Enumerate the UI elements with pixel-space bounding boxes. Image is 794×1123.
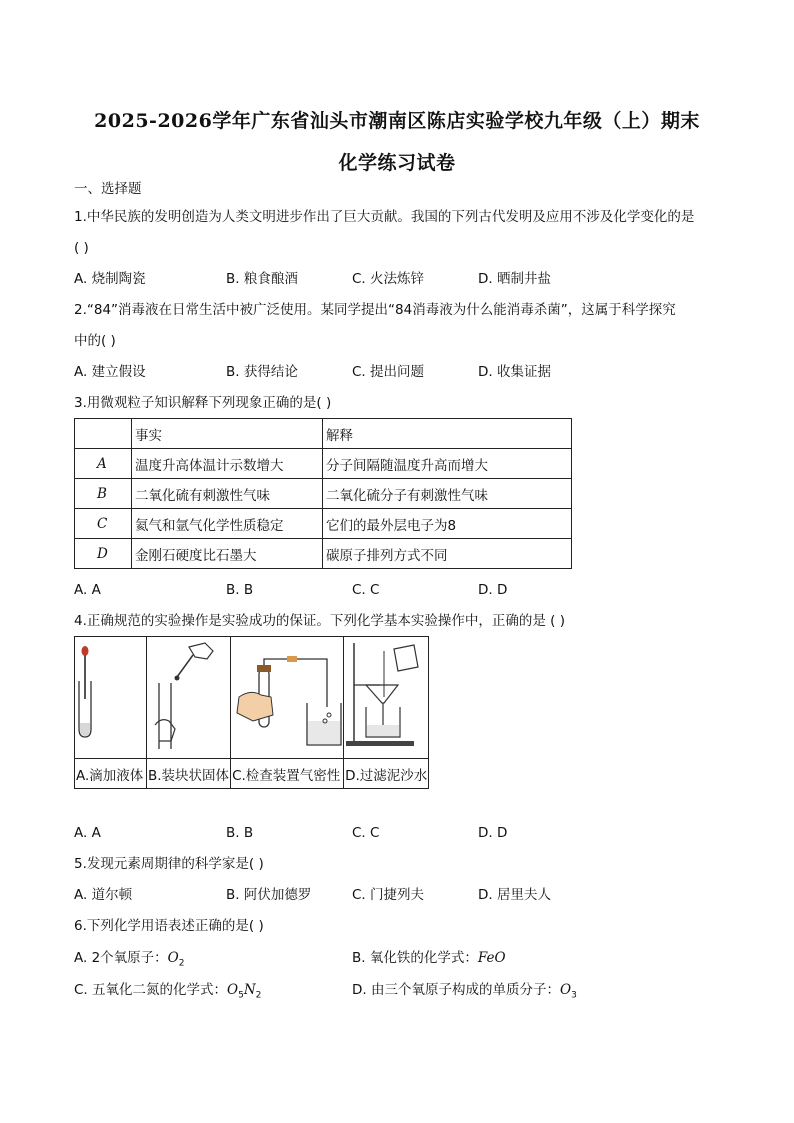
q6-option-d-sub: 3 [571, 990, 577, 1001]
q2-option-c[interactable]: C. 提出问题 [352, 364, 425, 380]
q3-table [74, 418, 572, 569]
q4-option-c[interactable]: C. C [352, 825, 380, 841]
q2-stem-line1: 2.“84”消毒液在日常生活中被广泛使用。某同学提出“84消毒液为什么能消毒杀菌”，这属于科学探究 [74, 302, 676, 318]
table-cell: 二氧化硫有刺激性气味 [132, 479, 323, 509]
q2-option-d[interactable]: D. 收集证据 [478, 364, 551, 380]
table-cell-label: B [75, 479, 132, 509]
q3-option-c[interactable]: C. C [352, 582, 380, 598]
q6-option-a-sub: 2 [178, 958, 185, 969]
q6-option-b[interactable] [352, 948, 506, 968]
exam-title-line1: 2025-2026学年广东省汕头市潮南区陈店实验学校九年级（上）期末 [94, 110, 700, 132]
figure-dropper [75, 637, 147, 759]
table-cell: 分子间隔随温度升高而增大 [323, 449, 572, 479]
q4-option-b[interactable]: B. B [226, 825, 254, 841]
section-label: 一、选择题 [74, 181, 142, 197]
q6-option-d[interactable] [352, 980, 577, 1006]
q6-option-a-label: A. 2个氧原子： [74, 950, 168, 966]
q2-option-a[interactable]: A. 建立假设 [74, 364, 146, 380]
figure-label-b: B.装块状固体 [147, 759, 231, 789]
table-row [75, 449, 572, 479]
q5-option-a[interactable]: A. 道尔顿 [74, 887, 133, 903]
figure-airtightness [231, 637, 344, 759]
q6-option-c-sub2: 2 [255, 990, 262, 1001]
q4-stem: 4.正确规范的实验操作是实验成功的保证。下列化学基本实验操作中，正确的是 ( ) [74, 613, 565, 629]
table-cell-label: A [75, 449, 132, 479]
filtration-apparatus-icon [344, 637, 428, 754]
q1-option-a[interactable]: A. 烧制陶瓷 [74, 271, 146, 287]
q2-stem-line2: 中的( ) [74, 333, 116, 349]
q6-option-c-label: C. 五氧化二氮的化学式： [74, 982, 228, 998]
q4-option-a[interactable]: A. A [74, 825, 101, 841]
table-header-cell: 解释 [323, 419, 572, 449]
q6-option-a-formula: O [167, 950, 179, 966]
dropper-test-tube-icon [75, 637, 146, 754]
q3-option-a[interactable] [74, 580, 101, 600]
q6-option-c-formula: O [227, 982, 239, 998]
table-header-row [75, 419, 572, 449]
exam-title-line2: 化学练习试卷 [338, 152, 456, 174]
table-cell: 它们的最外层电子为8 [323, 509, 572, 539]
q6-option-d-label: D. 由三个氧原子构成的单质分子： [352, 982, 560, 998]
figure-tweezers [147, 637, 231, 759]
q1-option-c[interactable]: C. 火法炼锌 [352, 271, 425, 287]
airtightness-apparatus-icon [231, 637, 343, 754]
table-cell: 碳原子排列方式不同 [323, 539, 572, 569]
q1-stem-line1: 1.中华民族的发明创造为人类文明进步作出了巨大贡献。我国的下列古代发明及应用不涉及化学变化的是 [74, 209, 695, 225]
q1-option-d[interactable]: D. 晒制井盐 [478, 271, 551, 287]
table-row [75, 509, 572, 539]
q5-option-b[interactable]: B. 阿伏加德罗 [226, 887, 312, 903]
q6-option-c[interactable] [74, 980, 261, 1006]
table-cell: 金刚石硬度比石墨大 [132, 539, 323, 569]
q3-option-d[interactable]: D. D [478, 582, 508, 598]
table-header-cell: 事实 [132, 419, 323, 449]
tweezers-test-tube-icon [147, 637, 229, 754]
q6-option-a[interactable] [74, 948, 184, 974]
figure-filtration [344, 637, 429, 759]
table-cell-label: D [75, 539, 132, 569]
table-cell-label: C [75, 509, 132, 539]
figure-label-c: C.检查装置气密性 [231, 759, 344, 789]
q6-option-d-formula: O [559, 982, 572, 998]
q6-stem: 6.下列化学用语表述正确的是( ) [74, 918, 264, 934]
table-cell: 二氧化硫分子有刺激性气味 [323, 479, 572, 509]
table-header-cell [75, 419, 132, 449]
q5-option-c[interactable]: C. 门捷列夫 [352, 887, 425, 903]
table-row [75, 539, 572, 569]
table-row [75, 479, 572, 509]
q5-stem: 5.发现元素周期律的科学家是( ) [74, 856, 264, 872]
q2-option-b[interactable]: B. 获得结论 [226, 364, 298, 380]
q1-stem-line2: ( ) [74, 240, 89, 256]
q4-option-d[interactable]: D. D [478, 825, 508, 841]
q3-stem: 3.用微观粒子知识解释下列现象正确的是( ) [74, 395, 332, 411]
q3-option-b[interactable]: B. B [226, 582, 254, 598]
q6-option-c-sub: 5 [238, 990, 244, 1001]
figure-label-d: D.过滤泥沙水 [344, 759, 429, 789]
q6-option-b-label: B. 氧化铁的化学式： [352, 950, 478, 966]
figure-label-a: A.滴加液体 [75, 759, 147, 789]
table-cell: 温度升高体温计示数增大 [132, 449, 323, 479]
table-cell: 氦气和氩气化学性质稳定 [132, 509, 323, 539]
q1-option-b[interactable]: B. 粮食酿酒 [226, 271, 298, 287]
q3-option-a-text: A. A [74, 582, 101, 598]
q6-option-b-formula: FeO [477, 950, 506, 966]
q4-figure-table [74, 636, 429, 789]
q5-option-d[interactable]: D. 居里夫人 [478, 887, 551, 903]
q6-option-c-formula2: N [243, 982, 256, 998]
